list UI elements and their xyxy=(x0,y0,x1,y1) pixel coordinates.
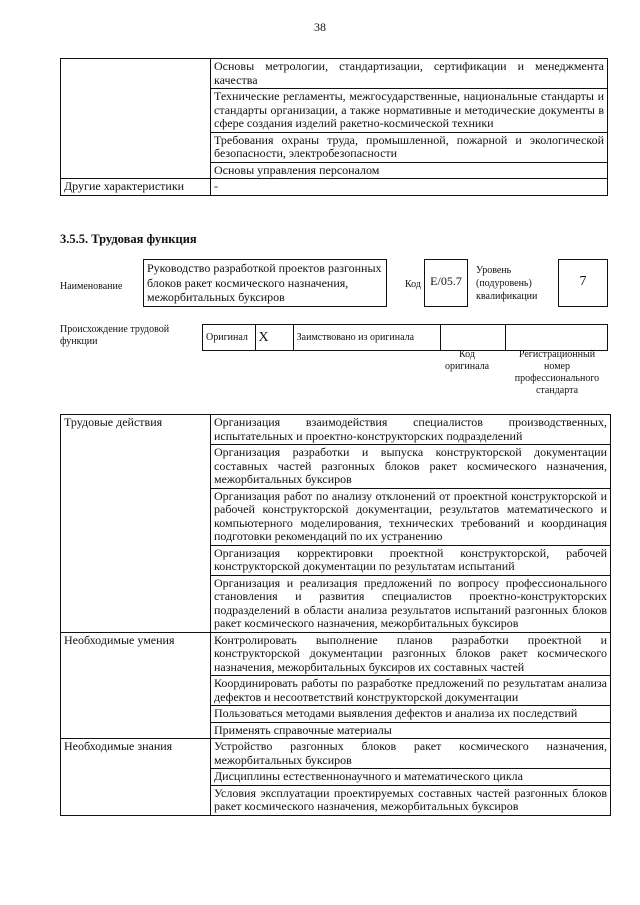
page-number: 38 xyxy=(314,20,326,34)
empty-label-cell xyxy=(61,59,211,179)
labor-actions-label: Трудовые действия xyxy=(61,415,211,633)
top-knowledge-table xyxy=(60,58,608,196)
skill-item: Пользоваться методами выявления дефектов и анализа их последствий xyxy=(211,706,611,723)
labor-action-item: Организация работ по анализу отклонений от проектной конструкторской и рабочей конструкторской документации, результатов математического и компьютерного моделирования, технических требований и координация подготовки рекомендаций по их устранению xyxy=(211,488,611,545)
labor-function-table xyxy=(60,414,611,816)
knowledge-item: Устройство разгонных блоков ракет космического назначения, межорбитальных буксиров xyxy=(211,739,611,769)
skill-item: Координировать работы по разработке предложений по результатам анализа дефектов и несоответствий конструкторской документации xyxy=(211,676,611,706)
knowledge-item: Технические регламенты, межгосударственные, национальные стандарты и стандарты организации, а также нормативные и методические документы в сфере создания изделий ракетно-космической техники xyxy=(211,89,608,133)
knowledge-item: Условия эксплуатации проектируемых составных частей разгонных блоков ракет космического назначения, межорбитальных буксиров xyxy=(211,785,611,815)
original-label: Оригинал xyxy=(203,325,256,351)
section-title: 3.5.5. Трудовая функция xyxy=(60,232,197,246)
caption-original-code: Код оригинала xyxy=(444,349,490,372)
labor-action-item: Организация и реализация предложений по вопросу профессионального становления и развития специалистов проектно-конструкторских подразделений в области анализа результатов испытаний разгонных блоков ракет космического назначения, межорбитальных буксиров xyxy=(211,575,611,632)
function-name-box: Руководство разработкой проектов разгонных блоков ракет космического назначения, межорбитальных буксиров xyxy=(143,259,387,307)
qualification-level-label: Уровень (подуровень) квалификации xyxy=(476,265,538,302)
registration-number-cell xyxy=(505,325,607,351)
origin-label: Происхождение трудовой функции xyxy=(60,324,170,347)
knowledge-item: Основы метрологии, стандартизации, сертификации и менеджмента качества xyxy=(211,59,608,89)
required-skills-label: Необходимые умения xyxy=(61,632,211,739)
labor-action-item: Организация корректировки проектной конструкторской, рабочей конструкторской документации по результатам испытаний xyxy=(211,545,611,575)
qualification-level-box: 7 xyxy=(558,259,608,307)
caption-registration-number: Регистрационный номер профессионального стандарта xyxy=(514,349,600,396)
other-characteristics-label: Другие характеристики xyxy=(61,179,211,196)
original-code-cell xyxy=(441,325,506,351)
knowledge-item: Основы управления персоналом xyxy=(211,162,608,179)
knowledge-item: Требования охраны труда, промышленной, пожарной и экологической безопасности, электробезопасности xyxy=(211,132,608,162)
name-label: Наименование xyxy=(60,281,123,292)
skill-item: Применять справочные материалы xyxy=(211,722,611,739)
code-label: Код xyxy=(405,279,421,290)
labor-action-item: Организация взаимодействия специалистов производственных, испытательных и проектно-конструкторских подразделений xyxy=(211,415,611,445)
labor-action-item: Организация разработки и выпуска конструкторской документации составных частей разгонных блоков ракет космического назначения, межорбитальных буксиров xyxy=(211,445,611,489)
knowledge-item: Дисциплины естественнонаучного и математического цикла xyxy=(211,769,611,786)
origin-table xyxy=(202,324,608,351)
borrowed-label: Заимствовано из оригинала xyxy=(293,325,440,351)
other-characteristics-value: - xyxy=(211,179,608,196)
code-value-box: E/05.7 xyxy=(424,259,468,307)
skill-item: Контролировать выполнение планов разработки проектной и конструкторской документации разгонных блоков ракет космического назначения, межорбитальных буксиров их составных частей xyxy=(211,632,611,676)
original-mark: X xyxy=(255,325,293,351)
required-knowledge-label: Необходимые знания xyxy=(61,739,211,816)
